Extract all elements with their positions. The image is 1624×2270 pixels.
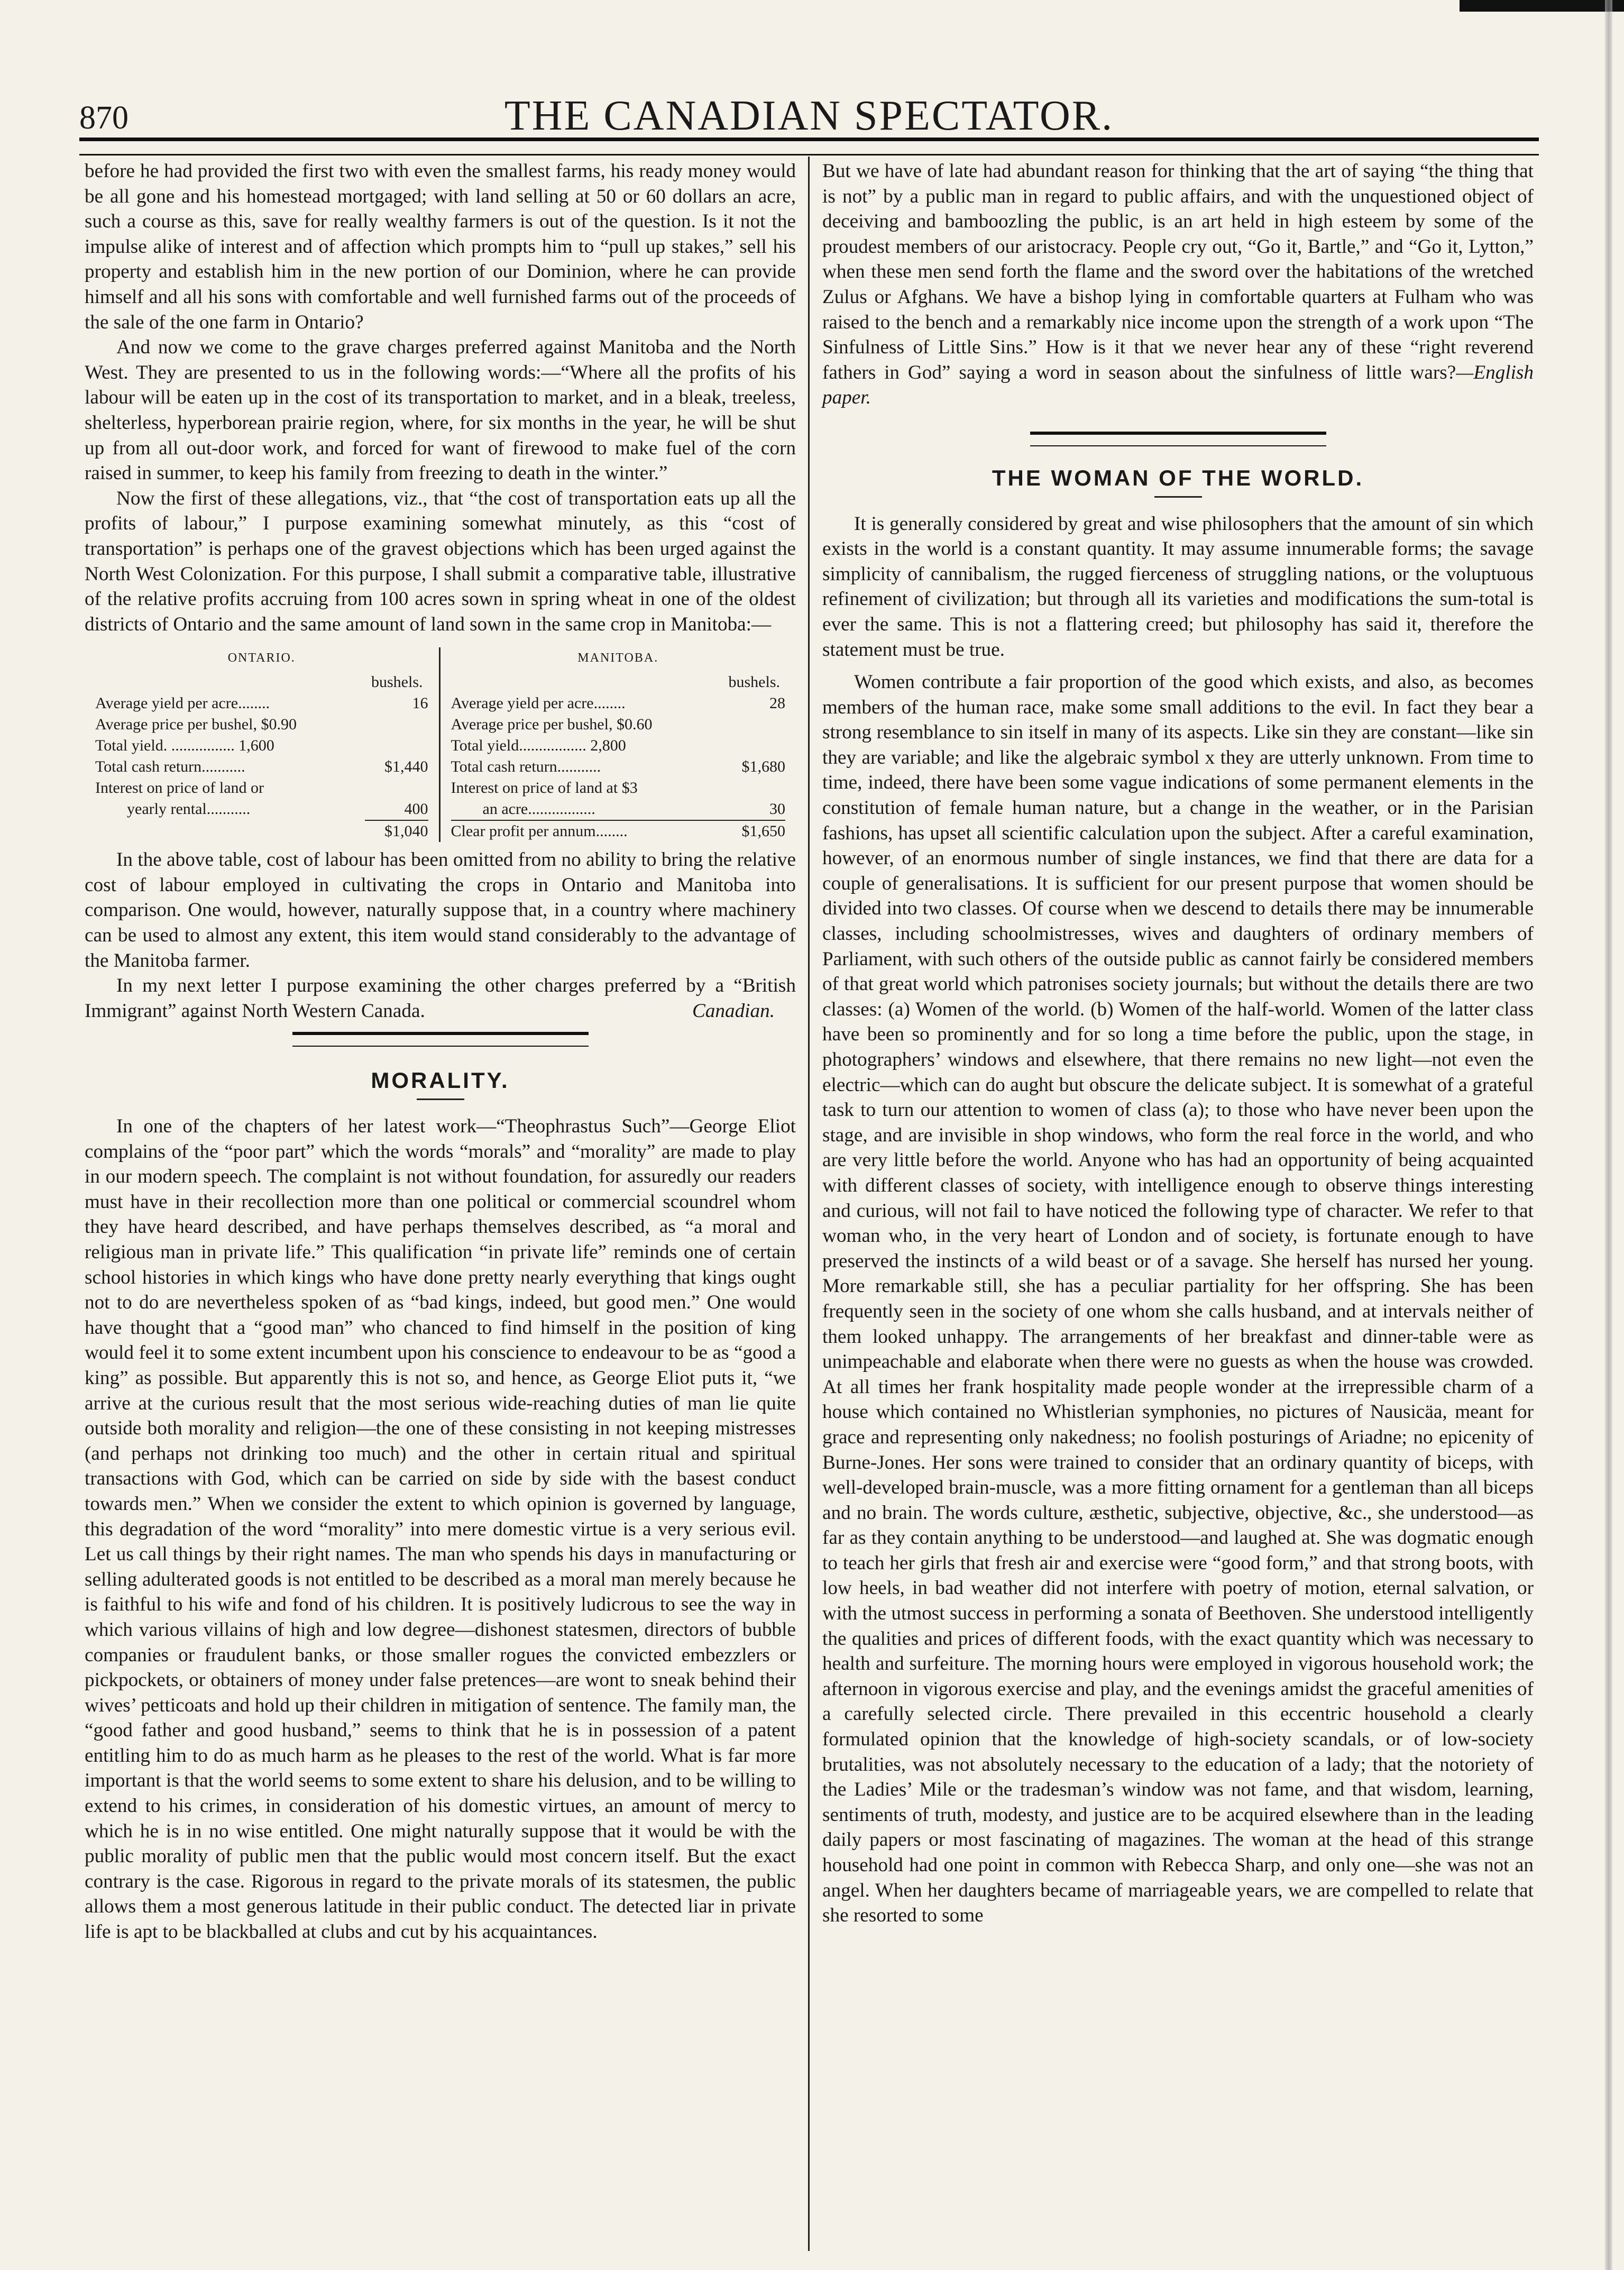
row-value: 400	[404, 800, 428, 818]
row-value: 30	[769, 800, 785, 818]
row-value	[365, 777, 428, 799]
row-label: Total cash return...........	[95, 758, 245, 776]
table-row	[95, 714, 428, 735]
paragraph-text: But we have of late had abundant reason for thinking that the art of saying “the thing that is not” by a public man in regard to public affairs, and with the unquestioned object of deceiving and bamboozling the public, is an art held in high esteem by some of the proudest members of our aristocracy. People cry out, “Go it, Bartle,” and “Go it, Lytton,” when these men send forth the flame and the sword over the habitations of the wretched Zulus or Afghans. We have a bishop lying in comfortable quarters at Fulham who was raised to the bench and a remarkably nice income upon the strength of a work upon “The Sinfulness of Little Sins.” How is it that we never hear any of these “right reverend fathers in God” saying a word in season about the sinfulness of little wars?	[822, 160, 1534, 383]
top-edge-rule	[1460, 0, 1624, 12]
paragraph: Now the first of these allegations, viz., that “the cost of transportation eats up all the profits of labour,” I purpose examining somewhat minutely, as this “cost of transportation” is perhaps one of the gravest objections which has been urged against the North West Colonization. For this purpose, I shall submit a comparative table, illustrative of the relative profits accruing from 100 acres sown in spring wheat in one of the oldest districts of Ontario and the same amount of land sown in the same crop in Manitoba:—	[85, 487, 796, 635]
comparative-table	[85, 647, 796, 842]
paragraph: Women contribute a fair proportion of the good which exists, and also, as becomes members of the human race, make some small additions to the evil. In fact they bear a strong resemblance to sin itself in many of its aspects. Like sin they are constant—like sin they are variable; and like the algebraic symbol x they are utterly unknown. From time to time, indeed, there have been some vague indications of some permanent elements in the constitution of female human nature, but a change in the weather, or in the Parisian fashions, has upset all scientific calculation upon the subject. After a careful examination, however, of an enormous number of single instances, we find that there are data for a couple of generalisations. It is sufficient for our present purpose that women should be divided into two classes. Of course when we descend to details there may be innumerable classes, including schoolmistresses, wives and daughters of ordinary members of Parliament, with such others of the outside public as cannot fairly be considered members of that great world which patronises society journals; but without the details there are two classes: (a) Women of the world. (b) Women of the half-world. Women of the latter class have been so prominently and for so long a time before the public, upon the stage, in photographers’ windows and elsewhere, that there remains no new light—not even the electric—which can do aught but obscure the delicate subject. It is somewhat of a grateful task to turn our attention to women of class (a); to those who have never been upon the stage, and are invisible in shop windows, who form the real force in the world, and who are very little before the world. Anyone who has had an opportunity of being acquainted with different classes of society, with intelligence enough to observe things interesting and curious, will not fail to have noticed the following type of character. We refer to that woman who, in the very heart of London and of society, is fortunate enough to have preserved the instincts of a wild beast or of a savage. She herself has nursed her young. More remarkable still, she has a peculiar partiality for her offspring. She has been frequently seen in the society of one whom she calls husband, and at intervals neither of them looked unhappy. The arrangements of her breakfast and dinner-table were as unimpeachable and elaborate when there were no guests as when the house was crowded. At all times her frank hospitality made people wonder at the irrepressible charm of a house which contained no Whistlerian symphonies, no pictures of Nausicäa, meant for grace and representing only nakedness; no foolish posturings of Ariadne; no epicenity of Burne-Jones. Her sons were trained to consider that an ordinary quantity of biceps, with well-developed brain-muscle, was a more fitting ornament for a gentleman than all biceps and no brain. The words culture, æsthetic, subjective, objective, &c., she understood—as far as they contain anything to be understood—and laughed at. She was dogmatic enough to teach her girls that fresh air and exercise were “good form,” and that strong boots, with low heels, in bad weather did not interfere with poetry of motion, eternal salvation, or with the utmost success in performing a sonata of Beethoven. She understood intelligently the qualities and prices of different foods, with the exact quantity which was necessary to health and surfeiture. The morning hours were employed in vigorous household work; the afternoon in vigorous exercise and play, and the evenings amidst the graceful amenities of a carefully selected circle. There prevailed in this eccentric household a clearly formulated opinion that the knowledge of high-society scandals, or of low-society brutalities, was not absolutely necessary to the education of a lady; that the notoriety of the Ladies’ Mile or the tradesman’s window was not fame, and that wisdom, learning, sentiments of truth, modesty, and justice are to be acquired elsewhere than in the leading daily papers or most fascinating of magazines. The woman at the head of this strange household had one point in common with Rebecca Sharp, and only one—she was not an angel. When her daughters became of marriageable years, we are compelled to relate that she resorted to some	[822, 671, 1534, 1927]
table-row	[451, 693, 786, 714]
title-underline	[417, 1099, 464, 1100]
table-total-row	[451, 820, 786, 842]
manitoba-unit: bushels.	[728, 673, 780, 691]
section-title-woman-of-the-world: THE WOMAN OF THE WORLD.	[992, 465, 1364, 490]
row-value: $1,680	[741, 758, 785, 776]
paragraph: In the above table, cost of labour has been omitted from no ability to bring the relative cost of labour employed in cultivating the crops in Ontario and Manitoba into comparison. One would, however, naturally suppose that, in a country where machinery can be used to almost any extent, this item would stand considerably to the advantage of the Manitoba farmer.	[85, 849, 796, 972]
manitoba-heading: MANITOBA.	[577, 651, 659, 665]
paragraph: It is generally considered by great and wise philosophers that the amount of sin which exists in the world is a constant quantity. It may assume innumerable forms; the savage simplicity of cannibalism, the rugged fierceness of struggling nations, or the voluptuous refinement of civilization; but through all its varieties and modifications the sum-total is ever the same. This is not a flattering creed; but philosophy has said it, therefore the statement must be true.	[822, 512, 1534, 661]
section-divider	[1030, 432, 1326, 446]
table-row	[95, 777, 428, 799]
row-label: Average yield per acre........	[451, 694, 626, 712]
row-value	[722, 714, 785, 735]
row-label: Average price per bushel, $0.60	[451, 716, 653, 734]
total-label: Clear profit per annum........	[451, 822, 628, 840]
table-row	[95, 756, 428, 777]
row-label: Interest on price of land at $3	[451, 779, 638, 797]
left-column	[85, 159, 796, 1945]
manitoba-total: $1,650	[741, 822, 785, 840]
table-row	[95, 735, 428, 756]
row-label: Total yield. ................ 1,600	[95, 737, 274, 755]
paragraph	[822, 159, 1534, 410]
paragraph: before he had provided the first two with even the smallest farms, his ready money would be all gone and his homestead mortgaged; with land selling at 50 or 60 dollars an acre, such a course as this, save for really wealthy farmers is out of the question. Is it not the impulse alike of interest and of affection which prompts him to “pull up stakes,” sell his property and establish him in the new portion of our Dominion, where he can provide himself and all his sons with comfortable and well furnished farms out of the proceeds of the sale of the one farm in Ontario?	[85, 160, 796, 333]
row-label: Average yield per acre........	[95, 694, 270, 712]
masthead-title: THE CANADIAN SPECTATOR.	[504, 93, 1114, 139]
row-label: yearly rental...........	[127, 800, 251, 818]
header-rule	[79, 138, 1539, 155]
signature: Canadian.	[692, 1000, 775, 1022]
ontario-total: $1,040	[365, 820, 428, 842]
ontario-table	[85, 647, 441, 842]
row-value: $1,440	[384, 758, 428, 776]
table-total-row	[95, 820, 428, 842]
page-number: 870	[79, 100, 129, 136]
table-row	[451, 714, 786, 735]
table-row	[95, 799, 428, 820]
row-value	[722, 777, 785, 799]
paragraph-text: In my next letter I purpose examining the other charges preferred by a “British Immigrant” against North Western Canada.	[85, 975, 796, 1022]
row-label: an acre.................	[482, 800, 595, 818]
row-value	[365, 714, 428, 735]
table-row	[451, 735, 786, 756]
column-divider	[808, 157, 810, 2251]
section-title-morality: MORALITY.	[371, 1068, 510, 1093]
title-underline	[1154, 496, 1202, 498]
row-value	[365, 735, 428, 756]
paragraph: And now we come to the grave charges preferred against Manitoba and the North West. They are presented to us in the following words:—“Where all the profits of his labour will be eaten up in the cost of its transportation to market, and in a bleak, treeless, shelterless, hyperborean prairie region, where, for six months in the year, he will be shut up from all out-door work, and forced for want of firewood to make fuel of the corn raised in summer, to keep his family from freezing to death in the winter.”	[85, 336, 796, 484]
row-value: 16	[412, 694, 428, 712]
table-row	[451, 756, 786, 777]
ontario-unit: bushels.	[371, 673, 423, 691]
row-value	[722, 735, 785, 756]
paragraph	[85, 973, 796, 1023]
row-label: Total cash return...........	[451, 758, 601, 776]
table-row	[95, 693, 428, 714]
row-value: 28	[769, 694, 785, 712]
row-label: Interest on price of land or	[95, 779, 264, 797]
row-label: Average price per bushel, $0.90	[95, 716, 297, 734]
manitoba-table	[441, 647, 796, 842]
right-column	[822, 159, 1534, 1928]
source-credit: —English paper.	[822, 361, 1534, 409]
page-edge-shadow	[1605, 0, 1612, 2270]
paragraph: In one of the chapters of her latest work—“Theophrastus Such”—George Eliot complains of the “poor part” which the words “morals” and “morality” are made to play in our modern speech. The complaint is not without foundation, for assuredly our readers must have in their recollection more than one political or commercial scoundrel whom they have heard described, and have perhaps themselves described, as “a moral and religious man in private life.” This qualification “in private life” reminds one of certain school histories in which kings who have done pretty nearly everything that kings ought not to do are nevertheless spoken of as “bad kings, indeed, but good men.” One would have thought that a “good man” who chanced to find himself in the position of king would feel it to some extent incumbent upon his conscience to endeavour to be as “good a king” as possible. But apparently this is not so, and hence, as George Eliot puts it, “we arrive at the curious result that the most serious wide-reaching duties of man lie quite outside both morality and religion—the one of these consisting in not keeping mistresses (and perhaps not drinking too much) and the other in certain ritual and spiritual transactions with God, which can be carried on side by side with the basest conduct towards men.” When we consider the extent to which opinion is governed by language, this degradation of the word “morality” into mere domestic virtue is a very serious evil. Let us call things by their right names. The man who spends his days in manufacturing or selling adulterated goods is not entitled to be described as a moral man merely because he is faithful to his wife and fond of his children. It is positively ludicrous to see the way in which various villains of high and low degree—dishonest statesmen, directors of bubble companies or fraudulent banks, or those smaller rogues the convicted embezzlers or pickpockets, or obtainers of money under false pretences—are wont to sneak behind their wives’ petticoats and hold up their children in mitigation of sentence. The family man, the “good father and good husband,” seems to think that he is in possession of a patent entitling him to do as much harm as he pleases to the rest of the world. What is far more important is that the world seems to some extent to share his delusion, and to be willing to extend to his crimes, in consideration of his domestic virtues, an amount of mercy to which he is in no wise entitled. One might naturally suppose that it would be with the public morality of public men that the public would most concern itself. But the exact contrary is the case. Rigorous in regard to the private morals of its statesmen, the public allows them a most generous latitude in their public conduct. The detected liar in private life is apt to be blackballed at clubs and cut by his acquaintances.	[85, 1115, 796, 1943]
ontario-heading: ONTARIO.	[227, 651, 296, 665]
row-label: Total yield................. 2,800	[451, 737, 626, 755]
table-row	[451, 799, 786, 820]
table-row	[451, 777, 786, 799]
section-divider	[292, 1032, 589, 1047]
